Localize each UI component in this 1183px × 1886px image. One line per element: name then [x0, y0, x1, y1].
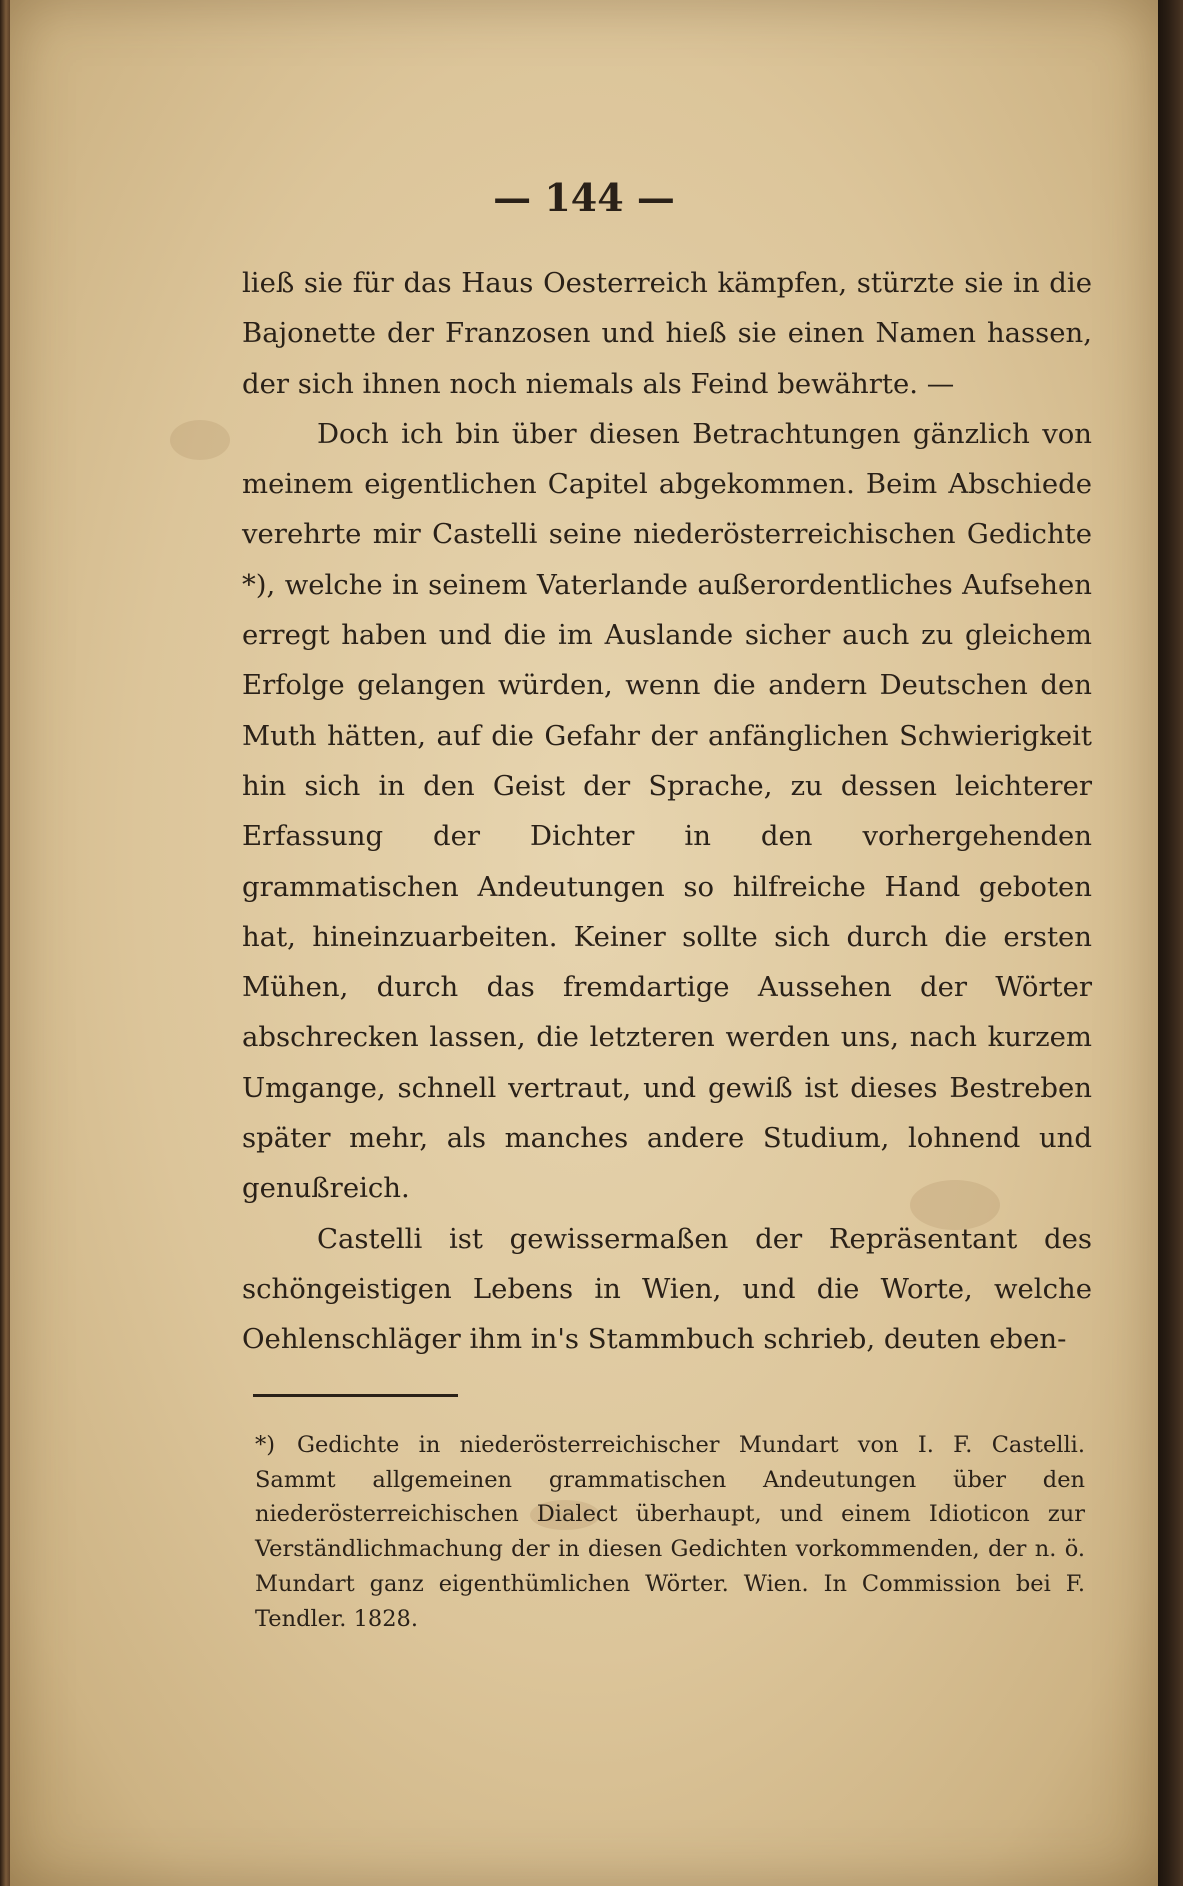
- page-edge-shadow: [1158, 0, 1183, 1886]
- footnote: [255, 1428, 1085, 1636]
- book-page: [10, 0, 1158, 1886]
- paper-stain: [170, 420, 230, 460]
- book-binding: [0, 0, 10, 1886]
- footnote-marker: *): [255, 1432, 276, 1458]
- footnote-divider: [253, 1394, 458, 1397]
- body-text: [242, 258, 1092, 1365]
- footnote-text: Gedichte in niederösterreichischer Mundart von I. F. Castelli. Sammt allgemeinen grammatischen Andeutungen über den niederösterreichischen Dialect überhaupt, und einem Idioticon zur Verständlichmachung der in diesen Gedichten vorkommenden, der n. ö. Mundart ganz eigenthümlichen Wörter. Wien. In Commission bei F. Tendler. 1828.: [255, 1432, 1085, 1632]
- page-number: — 144 —: [493, 175, 675, 220]
- paragraph: Castelli ist gewissermaßen der Repräsentant des schöngeistigen Lebens in Wien, und die Worte, welche Oehlenschläger ihm in's Stammbuch schrieb, deuten eben-: [242, 1222, 1092, 1356]
- paragraph: Doch ich bin über diesen Betrachtungen gänzlich von meinem eigentlichen Capitel abgekommen. Beim Abschiede verehrte mir Castelli seine niederösterreichischen Gedichte *), welche in seinem Vaterlande außerordentliches Aufsehen erregt haben und die im Auslande sicher auch zu gleichem Erfolge gelangen würden, wenn die andern Deutschen den Muth hätten, auf die Gefahr der anfänglichen Schwierigkeit hin sich in den Geist der Sprache, zu dessen leichterer Erfassung der Dichter in den vorhergehenden grammatischen Andeutungen so hilfreiche Hand geboten hat, hineinzuarbeiten. Keiner sollte sich durch die ersten Mühen, durch das fremdartige Aussehen der Wörter abschrecken lassen, die letzteren werden uns, nach kurzem Umgange, schnell vertraut, und gewiß ist dieses Bestreben später mehr, als manches andere Studium, lohnend und genußreich.: [242, 417, 1092, 1205]
- paragraph: ließ sie für das Haus Oesterreich kämpfen, stürzte sie in die Bajonette der Franzosen und hieß sie einen Namen hassen, der sich ihnen noch niemals als Feind bewährte. —: [242, 267, 1092, 400]
